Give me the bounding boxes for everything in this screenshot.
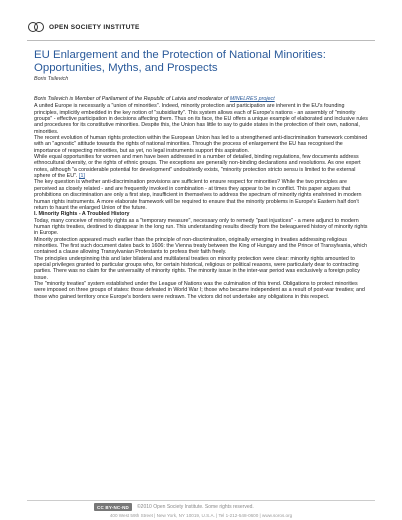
article-body [34, 96, 368, 300]
footer-address: 400 West 59th Street | New York, NY 10019, U.S.A. | Tel 1-212-548-0600 | www.soros.org [109, 513, 293, 518]
cc-license-badge[interactable] [94, 503, 132, 511]
paragraph: Today, many conceive of minority rights as a "temporary measure", necessary only to remedy "past injustices" - a mere adjunct to modern human rights treaties, destined to disappear in the long run. This understanding results directly from the beleaguered history of minority rights in Europe. [34, 217, 368, 237]
section-heading: I. Minority Rights - A Troubled History [34, 211, 130, 218]
title-line-2: Opportunities, Myths, and Prospects [34, 62, 218, 74]
footnote-link[interactable]: [1] [78, 173, 85, 180]
footer-divider [27, 500, 375, 501]
org-name: OPEN SOCIETY INSTITUTE [49, 23, 140, 31]
header [27, 20, 140, 34]
paragraph: The recent evolution of human rights protection within the European Union has led to a strengthened anti-discrimination framework combined with an "agnostic" attitude towards the rights of national minorities. Through the process of enlargement the EU has recognised the importance of respecting minorities, but as yet, no legal instruments support this aspiration. [34, 135, 368, 154]
minelres-link[interactable]: MINELRES project [229, 96, 275, 102]
author-byline [34, 96, 368, 102]
paragraph [34, 154, 368, 179]
header-divider [27, 40, 375, 41]
paragraph: The "minority treaties" system established under the League of Nations was the culmination of this trend. Obligations to protect minorities were imposed on three groups of states: those defeated in World War I; those who became independent as a result of post-war treaties; and those who gained territory once Europe's borders were redrawn. The victors did not undertake any obligations in this respect. [34, 280, 365, 300]
license-badge-label: CC BY-NC-ND [97, 504, 129, 510]
paragraph: The key question is whether anti-discrimination provisions are sufficient to ensure respect for minorities? While the two principles are perceived as closely related - and are frequently invoked in combination - at times they appear to be in conflict. This paper argues that prohibitions on discrimination are only a first step, insufficient in themselves to address the spectrum of minority rights enshrined in modern human rights instruments. A more elaborate framework will be required to ensure that the minority problems in Europe's Eastern half don't return to haunt the enlarged Union of the future. [34, 179, 362, 211]
article-author: Boris Tsilevich [34, 76, 69, 82]
paragraph-text: While equal opportunities for women and men have been addressed in a number of detailed, binding regulations, few documents address ethnocultural diversity, or the rights of ethnic groups. The exceptions are generally non-binding declarations and resolutions. As one expert notes, although "a considerable potential for development" undoubtedly exists, "minority protection stricto sensu is limited to the external sphere of the EU". [34, 154, 361, 180]
paragraph: The principles underpinning this and later bilateral and multilateral treaties on minority protection were clear: minority rights amounted to special privileges granted to particular groups who, for certain historical, religious or political reasons, were particularly dear to contracting parties. There was no claim for the universality of minority rights. The minority issue in the inter-war period was exclusively a foreign policy issue. [34, 255, 360, 281]
osi-logo-icon [27, 20, 45, 34]
paragraph: Minority protection appeared much earlier than the principle of non-discrimination, originally emerging in treaties addressing religious minorities. The first such document dates back to 1606: the Vienna treaty between the King of Hungary and the Prince of Transylvania, which contained a clause allowing Transylvanian Protestants to profess their faith freely. [34, 236, 368, 256]
title-line-1: EU Enlargement and the Protection of National Minorities: [34, 49, 326, 61]
copyright-notice: ©2010 Open Society Institute. Some rights reserved. [137, 504, 254, 510]
byline-text: Boris Tsilevich is Member of Parliament of the Republic of Latvia and moderator of [34, 96, 230, 102]
paragraph: A united Europe is necessarily a "union of minorities". Indeed, minority protection and participation are inherent in the EU's founding principles, implicitly embedded in the key notion of "subsidiarity". This system allows each of Europe's nations - an assembly of "minority groups" - effective participation in decisions affecting them. Thus on its face, the EU offers a unique example of elaborated and inclusive rules and procedures for its constitutive minorities. Despite this, the Union has little to say to guide states in the protection of their own, national, minorities. [34, 103, 368, 135]
article-title [34, 49, 374, 75]
